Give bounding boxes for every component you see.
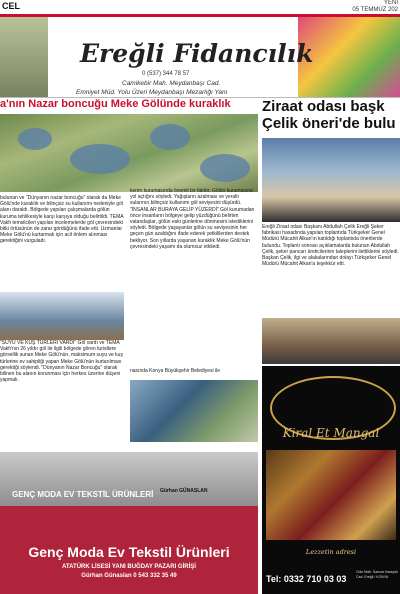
advert-address-line: Emniyet Müd. Yolu Üzeri Meydanbaşı Mezarlığı Yanı	[76, 89, 228, 96]
masthead-date: YENİ 05 TEMMUZ 202	[352, 0, 398, 13]
article-text-column: nasında Konya Büyükşehir Belediyesi ile	[130, 368, 221, 374]
restaurant-slogan: Lezzetin adresi	[305, 548, 357, 556]
article-text-column: kerim kurumasında önemli bir faktör. Gölün kurumasına yol açtığını söyledi. Yağışların azalması ve yeraltı sularının bilinçsiz kullanımı göl seviyesini düşürdü. "İNSANLAR BURAYA GELİP YÜZERDİ" Göl kurumadan önce insanların bölgeye gelip yüzdüğünü belirten vatandaşlar, gölün eski günlerine dönmesini istediklerini söyledi. Bölgede yaşayanlar gölün su seviyesinin her geçen gün azaldığını ifade ederek yetkililerden destek bekliyor. Son yıllarda yaşanan kuraklık Meke Gölü'nün çevresindeki yaşamı da olumsuz etkiledi.	[130, 188, 255, 250]
portrait-photo	[262, 138, 400, 222]
advert-address: ATATÜRK LİSESİ YANI BUĞDAY PAZARI GİRİŞİ	[62, 564, 196, 570]
restaurant-phone: Tel: 0332 710 03 03	[266, 574, 347, 584]
masthead	[0, 0, 400, 15]
restaurant-brand: Kiral Et Mangal	[282, 426, 380, 440]
article-text-column: "SUYU VE KUŞ TÜRLERİ VARDI" Göl vardı ve TEMA Vakfı'nın 26 yıldır göl ile ilgili bölgede gören turistlere görsellik sunan Meke Gölü'nün, maksimum suyu ve kuş türlerine ev sahipliği yapan Meke Gölü'nün kurtarılması gerektiği söylendi. "Dünyanın Nazar Boncuğu" olarak bilinen bu alanın korunması için herkes üzerine düşeni yapmalı.	[0, 340, 123, 384]
article-text-column: Ereğli Ziraat odası Başkanı Abdullah Çelik Ereğli Şeker fabrikası hasadında yapılan toplantıda Türkşeker Genel Müdürü Mücahit Alkan'ın katıldığı toplantıda önerilerde bulundu. Toplantı sonrası açıklamalarda bulunan Abdullah Çelik, şeker pancarı üreticilerinin taleplerini ilettiklerini söyledi. Başkan Çelik, ilgi ve alakalarından dolayı Türkşeker Genel Müdürü Mücahit Alkan'a teşekkür etti.	[262, 224, 399, 268]
lake-aerial-photo	[0, 292, 124, 340]
food-photo	[266, 450, 396, 540]
masthead-title: CEL	[2, 1, 20, 11]
meke-article-headline[interactable]: a'nın Nazar boncuğu Meke Gölünde kuraklık	[0, 98, 231, 110]
advert-contact: Gürhan Günaslan 0 543 332 35 49	[81, 573, 177, 579]
store-sign: GENÇ MODA EV TEKSTİL ÜRÜNLERİ	[12, 490, 154, 499]
advert-title: Ereğli Fidancılık	[80, 39, 314, 68]
owner-name: Gürhan GÜNASLAN	[160, 488, 208, 494]
meke-lake-photo	[0, 114, 258, 192]
article-text-column: bulunan ve "Dünyanın nazar boncuğu" olarak da Meke Gölü'nde kuraklık ve bilinçsiz su kullanımı nedeniyle göl alanı daraldı. Bölgede yapılan çalışmalarda gölün kuruma tehlikesiyle karşı karşıya olduğu belirtildi. TEMA Vakfı temsilcileri yapılan incelemelerde göl çevresindeki bitki örtüsünün de zarar gördüğünü ifade etti. Uzmanlar Meke Gölü'nü kurtarmak için acil önlem alınması gerektiğini vurguladı.	[0, 195, 124, 245]
meeting-photo	[262, 318, 400, 364]
restaurant-address: Cide Mah. Sancar Karaçalı Cad. Ereğli / KONYA	[356, 570, 398, 579]
genc-moda-advert[interactable]	[0, 452, 258, 594]
advert-title: Genç Moda Ev Tekstil Ürünleri	[28, 544, 230, 560]
kiral-mangal-advert[interactable]	[262, 366, 400, 594]
advert-phone: 0 (537) 344 78 57	[142, 71, 190, 77]
advert-address-line: Camikebir Mah. Meydanbaşı Cad.	[122, 80, 221, 87]
ziraat-article-headline[interactable]: Ziraat odası başk Çelik öneri'de bulu	[262, 98, 396, 132]
lake-crater-photo	[130, 380, 258, 442]
advert-photo-left	[0, 17, 48, 97]
fidancilik-advert[interactable]	[0, 17, 400, 98]
